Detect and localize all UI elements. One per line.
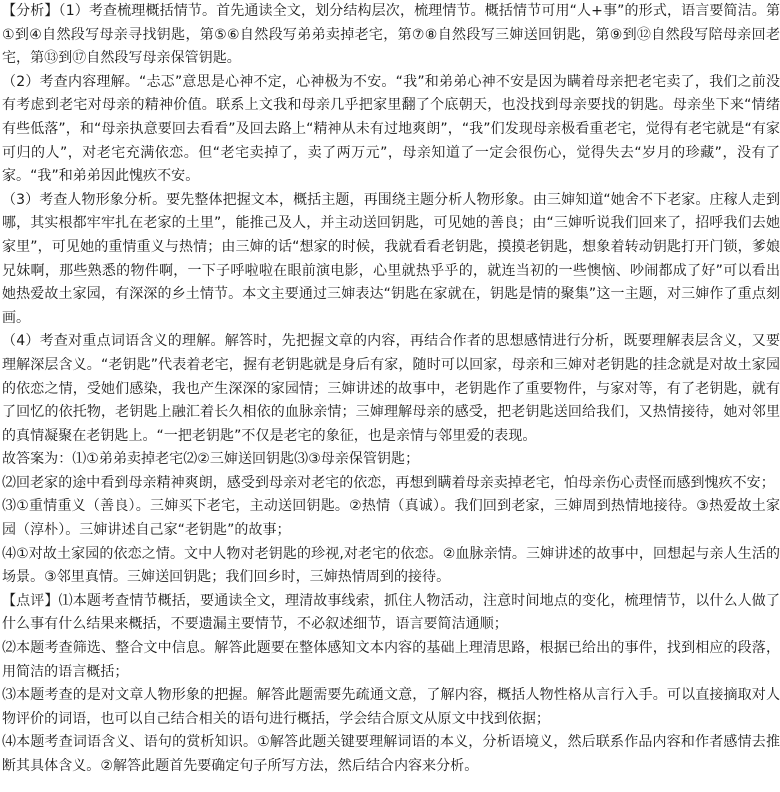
answer-4: ⑷①对故土家园的依恋之情。文中人物对老钥匙的珍视,对老宅的依恋。②血脉亲情。三婶讲述的故事中，回想起与亲人生活的场景。③邻里真情。三婶送回钥匙；我们回乡时，三婶热情周到的接待。: [2, 545, 780, 586]
answer-1: 故答案为：⑴①弟弟卖掉老宅⑵②三婶送回钥匙⑶③母亲保管钥匙；: [2, 451, 420, 468]
comment-1: 【点评】⑴本题考查情节概括，要通读全文，理清故事线索，抓住人物活动，注意时间地点的变化，梳理情节，以什么人做了什么事有什么结果来概括，不要遗漏主要情节，不必叙述细节，语言要简洁通顺；: [2, 592, 780, 633]
answer-2: ⑵回老家的途中看到母亲精神爽朗，感受到母亲对老宅的依恋，再想到瞒着母亲卖掉老宅，怕母亲伤心责怪而感到愧疚不安；: [2, 474, 775, 491]
comment-2: ⑵本题考查筛选、整合文中信息。解答此题要在整体感知文本内容的基础上理清思路，根据已给出的事件，找到相应的段落，用简洁的语言概括；: [2, 640, 780, 680]
comment-4: ⑷本题考查词语含义、语句的赏析知识。①解答此题关键要理解词语的本义，分析语境义，然后联系作品内容和作者感情去推断其具体含义。②解答此题首先要确定句子所写方法，然后结合内容来分析。: [2, 734, 780, 774]
comment-3: ⑶本题考查的是对文章人物形象的把握。解答此题需要先疏通文意，了解内容，概括人物性格从言行入手。可以直接摘取对人物评价的词语，也可以自己结合相关的语句进行概括，学会结合原文从原文中找到依据；: [2, 687, 780, 727]
analysis-part-3: （3）考查人物形象分析。要先整体把握文本，概括主题，再围绕主题分析人物形象。由三婶知道“她舍不下老家。庄稼人走到哪，其实根都牢牢扎在老家的土里”，能推己及人，并主动送回钥匙，可见她的善良；由“三婶听说我们回来了，招呼我们去她家里”，可见她的重情重义与热情；由三婶的话“想家的时候，我就看看老钥匙，摸摸老钥匙，想象着转动钥匙打开门锁，爹娘兄妹啊，那些熟悉的物件啊，一下子呼啦啦在眼前演电影，心里就热乎乎的，就连当初的一些懊恼、吵闹都成了好”可以看出她热爱故土家园，有深深的乡土情节。本文主要通过三婶表达“钥匙在家就在，钥匙是情的聚集”这一主题，对三婶作了重点刻画。: [2, 191, 780, 326]
analysis-part-4: （4）考查对重点词语含义的理解。解答时，先把握文章的内容，再结合作者的思想感情进行分析，既要理解表层含义，又要理解深层含义。“老钥匙”代表着老宅，握有老钥匙就是身后有家，随时可以回家，母亲和三婶对老钥匙的挂念就是对故土家园的依恋之情，受她们感染，我也产生深深的家园情；三婶讲述的故事中，老钥匙作了重要物件，与家对等，有了老钥匙，就有了回忆的依托物，老钥匙上融汇着长久相依的血脉亲情；三婶理解母亲的感受，把老钥匙送回给我们，又热情接待，她对邻里的真情凝聚在老钥匙上。“一把老钥匙”不仅是老宅的象征，也是亲情与邻里爱的表现。: [2, 333, 780, 444]
analysis-part-1: 【分析】（1）考查梳理概括情节。首先通读全文，划分结构层次，梳理情节。概括情节可用“人+事”的形式，语言要简洁。第①到④自然段写母亲寻找钥匙，第⑤⑥自然段写弟弟卖掉老宅，第⑦⑧自然段写三婶送回钥匙，第⑨到⑫自然段写陪母亲回老宅，第⑬到⑰自然段写母亲保管钥匙。: [2, 3, 780, 67]
answer-3: ⑶①重情重义（善良）。三婶买下老宅，主动送回钥匙。②热情（真诚）。我们回到老家，三婶周到热情地接待。③热爱故土家园（淳朴）。三婶讲述自己家“老钥匙”的故事；: [2, 498, 780, 539]
analysis-part-2: （2）考查内容理解。“忐忑”意思是心神不定，心神极为不安。“我”和弟弟心神不安是因为瞒着母亲把老宅卖了，我们之前没有考虑到老宅对母亲的精神价值。联系上文我和母亲几乎把家里翻了个底朝天，也没找到母亲要找的钥匙。母亲坐下来“情绪有些低落”，和“母亲执意要回去看看”及回去路上“精神从未有过地爽朗”，“我”们发现母亲极看重老宅，觉得有老宅就是“有家可归的人”，对老宅充满依恋。但“老宅卖掉了，卖了两万元”，母亲知道了一定会很伤心，觉得失去“岁月的珍藏”，没有了家。“我”和弟弟因此愧疚不安。: [2, 73, 780, 185]
